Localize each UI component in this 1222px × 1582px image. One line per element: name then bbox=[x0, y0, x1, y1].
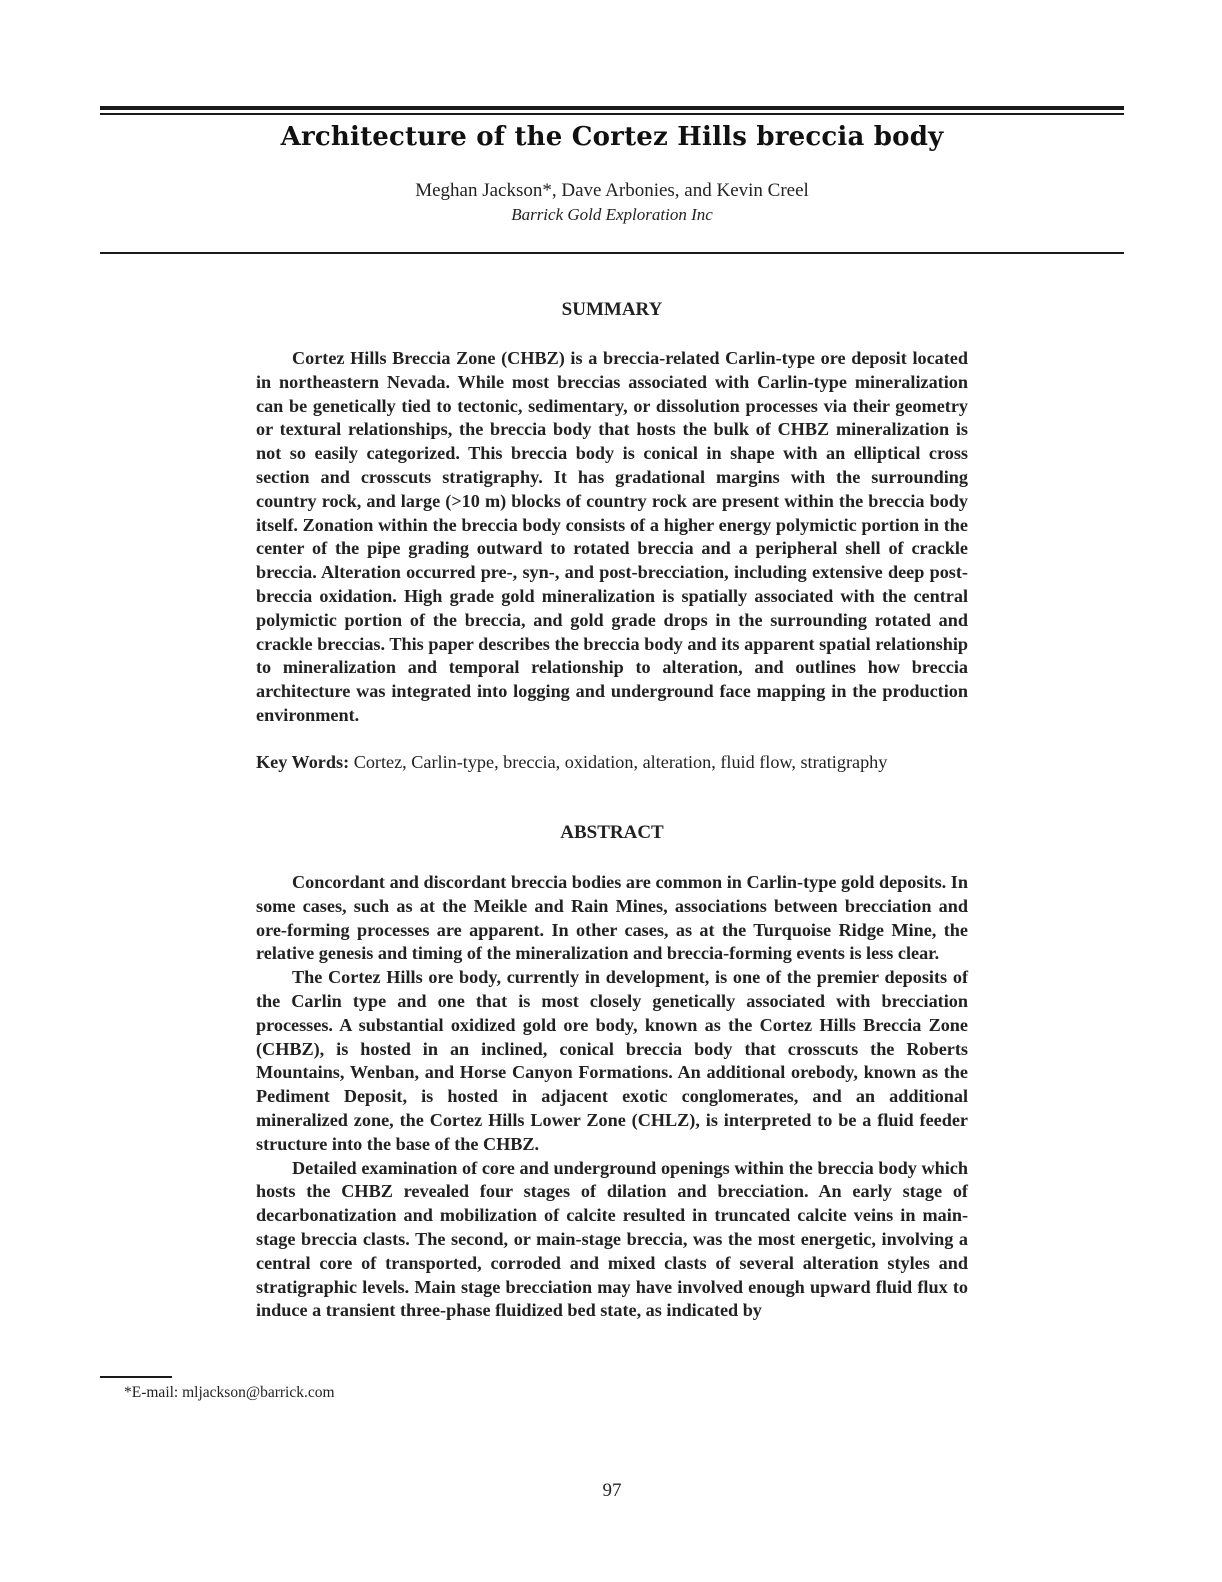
header-rule-thick bbox=[100, 106, 1124, 110]
keywords-line bbox=[256, 752, 968, 773]
abstract-paragraph-3: Detailed examination of core and underground openings within the breccia body which hosts the CHBZ revealed four stages of dilation and brecciation. An early stage of decarbonatization and mobilization of calcite resulted in truncated calcite veins in main-stage breccia clasts. The second, or main-stage breccia, was the most energetic, involving a central core of transported, corroded and mixed clasts of several alteration styles and stratigraphic levels. Main stage brecciation may have involved enough upward fluid flux to induce a transient three-phase fluidized bed state, as indicated by bbox=[256, 1157, 968, 1321]
abstract-paragraph-1: Concordant and discordant breccia bodies are common in Carlin-type gold deposits. In some cases, such as at the Meikle and Rain Mines, associations between brecciation and ore-forming processes are apparent. In other cases, as at the Turquoise Ridge Mine, the relative genesis and timing of the mineralization and breccia-forming events is less clear. bbox=[256, 872, 968, 964]
paper-title: Architecture of the Cortez Hills breccia body bbox=[280, 122, 944, 152]
header-rule-thin bbox=[100, 113, 1124, 115]
affiliation: Barrick Gold Exploration Inc bbox=[511, 205, 713, 224]
summary-heading: SUMMARY bbox=[561, 299, 663, 320]
summary-body bbox=[256, 347, 968, 728]
summary-paragraph: Cortez Hills Breccia Zone (CHBZ) is a breccia-related Carlin-type ore deposit located in northeastern Nevada. While most breccias associated with Carlin-type mineralization can be genetically tied to tectonic, sedimentary, or dissolution processes via their geometry or textural relationships, the breccia body that hosts the bulk of CHBZ mineralization is not so easily categorized. This breccia body is conical in shape with an elliptical cross section and crosscuts stratigraphy. It has gradational margins with the surrounding country rock, and large (>10 m) blocks of country rock are present within the breccia body itself. Zonation within the breccia body consists of a higher energy polymictic portion in the center of the pipe grading outward to rotated breccia and a peripheral shell of crackle breccia. Alteration occurred pre-, syn-, and post-brecciation, including extensive deep post-breccia oxidation. High grade gold mineralization is spatially associated with the central polymictic portion of the breccia, and gold grade drops in the surrounding rotated and crackle breccias. This paper describes the breccia body and its apparent spatial relationship to mineralization and temporal relationship to alteration, and outlines how breccia architecture was integrated into logging and underground face mapping in the production environment. bbox=[256, 348, 968, 725]
abstract-paragraph-2: The Cortez Hills ore body, currently in development, is one of the premier deposits of the Carlin type and one that is most closely genetically associated with brecciation processes. A substantial oxidized gold ore body, known as the Cortez Hills Breccia Zone (CHBZ), is hosted in an inclined, conical breccia body that crosscuts the Roberts Mountains, Wenban, and Horse Canyon Formations. An additional orebody, known as the Pediment Deposit, is hosted in adjacent exotic conglomerates, and an additional mineralized zone, the Cortez Hills Lower Zone (CHLZ), is interpreted to be a fluid feeder structure into the base of the CHBZ. bbox=[256, 967, 968, 1154]
footnote-email: *E-mail: mljackson@barrick.com bbox=[124, 1384, 335, 1401]
footnote-rule bbox=[100, 1376, 172, 1378]
page-number: 97 bbox=[602, 1480, 622, 1501]
abstract-body bbox=[256, 871, 968, 1323]
keywords-text: Cortez, Carlin-type, breccia, oxidation, alteration, fluid flow, stratigraphy bbox=[353, 752, 888, 772]
abstract-heading: ABSTRACT bbox=[560, 822, 664, 843]
keywords-label: Key Words: bbox=[256, 752, 350, 772]
header-bottom-rule bbox=[100, 252, 1124, 254]
author-list: Meghan Jackson*, Dave Arbonies, and Kevin Creel bbox=[415, 180, 809, 201]
